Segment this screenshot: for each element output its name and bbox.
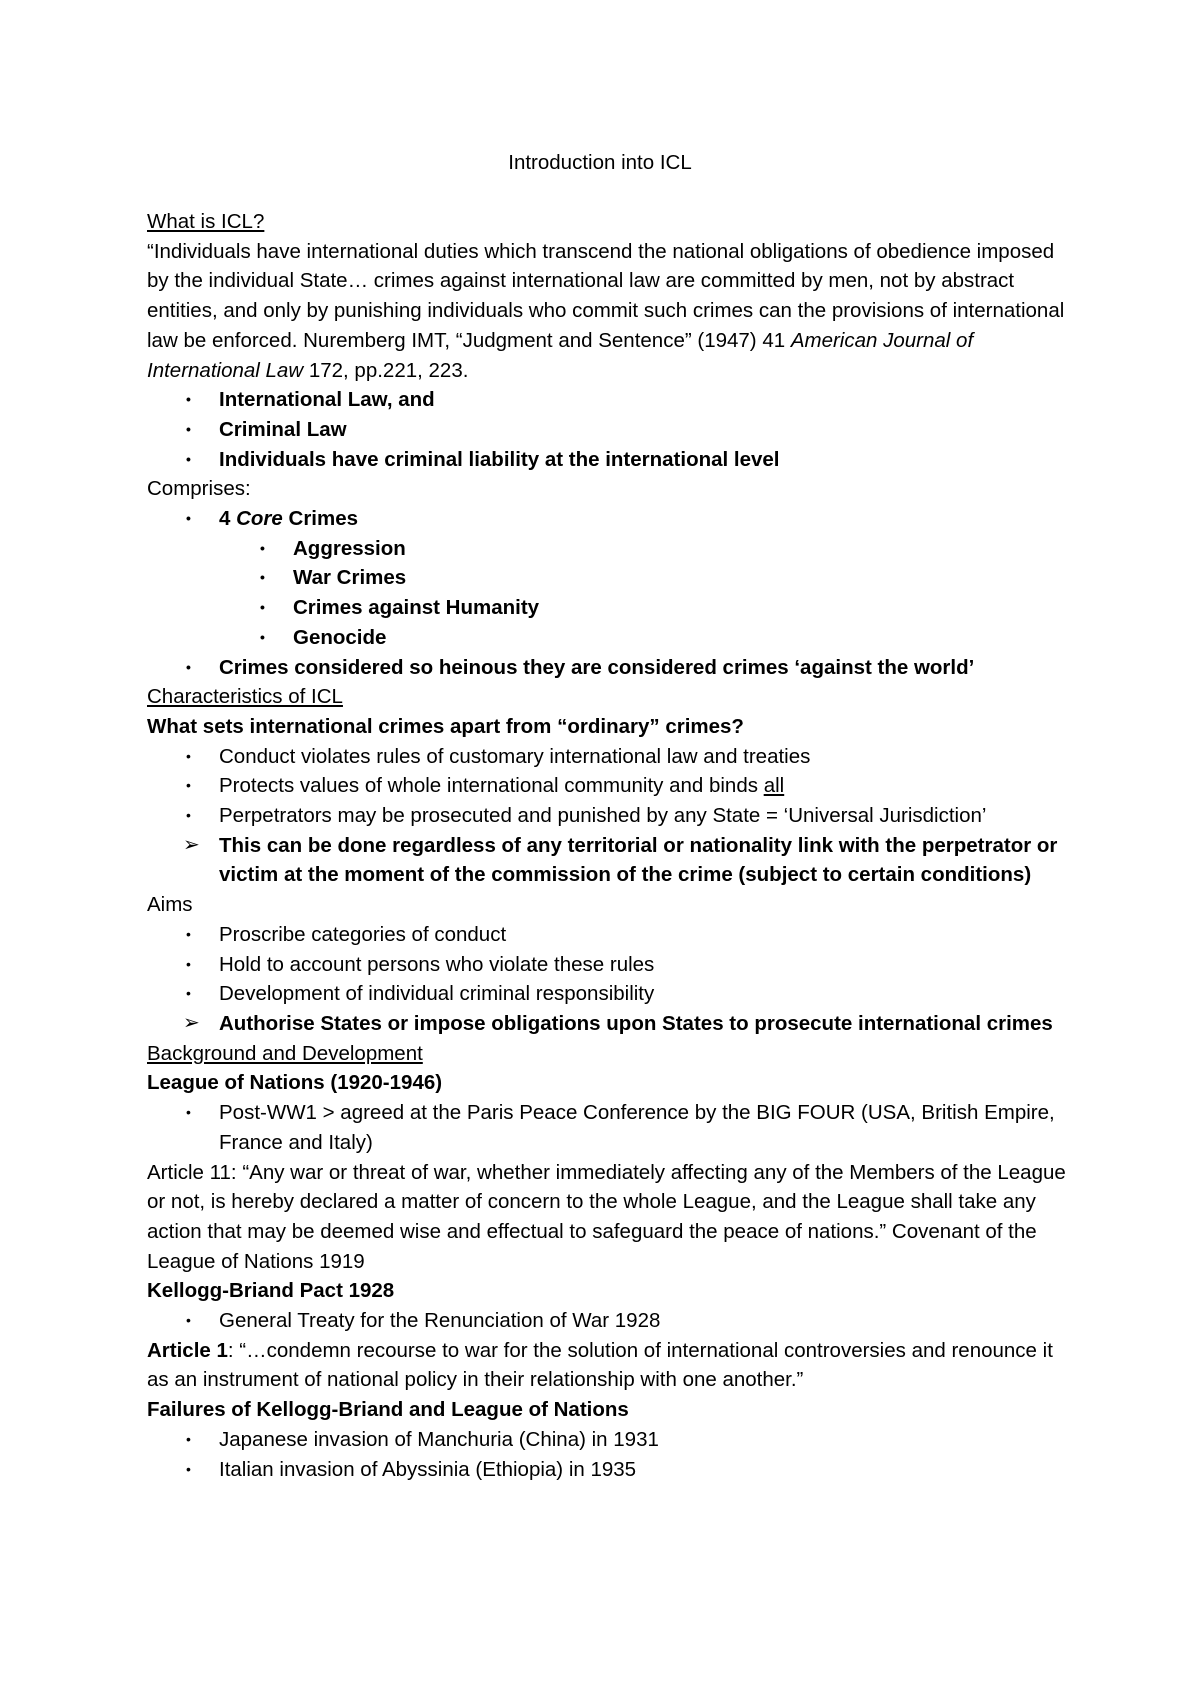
list-item-text: Hold to account persons who violate these rules	[219, 952, 655, 976]
list-item	[147, 979, 1067, 1009]
bullet-icon: •	[260, 539, 265, 556]
comprises-label: Comprises:	[147, 477, 251, 501]
kellogg-heading: Kellogg-Briand Pact 1928	[147, 1279, 395, 1303]
list-item	[147, 742, 1067, 772]
core-prefix: 4	[219, 507, 237, 531]
list-item	[147, 920, 1067, 950]
bullet-icon: •	[186, 985, 191, 1002]
core-suffix: Crimes	[282, 507, 359, 531]
bullet-icon: •	[186, 925, 191, 942]
list-item	[147, 445, 1067, 475]
bullet-icon: •	[186, 1460, 191, 1477]
list-item	[147, 1455, 1067, 1485]
article-11-quote: Article 11: “Any war or threat of war, whether immediately affecting any of the Members of the League or not, is hereby declared a matter of concern to the whole League, and the League shall take any action that may be deemed wise and effectual to safeguard the peace of nations.” Covenant of the League of Nations 1919	[147, 1160, 1066, 1273]
nuremberg-quote	[147, 237, 1067, 386]
quote-text: “Individuals have international duties which transcend the national obligations of obedience imposed by the individual State… crimes against international law are committed by men, not by abstract entities, and only by punishing individuals who commit such crimes can the provisions of international law be enforced. Nuremberg IMT, “Judgment and Sentence” (1947) 41	[147, 239, 1065, 352]
bullet-icon: •	[186, 420, 191, 437]
failures-heading: Failures of Kellogg-Briand and League of Nations	[147, 1398, 629, 1422]
list-item	[147, 593, 1067, 623]
list-item-text: Individuals have criminal liability at the international level	[219, 447, 780, 471]
arrow-bullet-icon: ➢	[183, 833, 200, 856]
document-title: Introduction into ICL	[508, 151, 692, 174]
list-item-text: Post-WW1 > agreed at the Paris Peace Conference by the BIG FOUR (USA, British Empire, France and Italy)	[219, 1101, 1055, 1154]
quote-citation-end: 172, pp.221, 223.	[303, 358, 469, 382]
article-1-text: : “…condemn recourse to war for the solution of international controversies and renounce it as an instrument of national policy in their relationship with one another.”	[147, 1338, 1053, 1392]
list-item-text: Criminal Law	[219, 417, 347, 441]
bullet-icon: •	[186, 1312, 191, 1329]
list-item-text: General Treaty for the Renunciation of War 1928	[219, 1309, 661, 1333]
bullet-icon: •	[186, 807, 191, 824]
characteristics-question: What sets international crimes apart from “ordinary” crimes?	[147, 714, 744, 738]
core-italic: Core	[236, 507, 283, 531]
article-1-label: Article 1	[147, 1338, 228, 1362]
list-item-text: Genocide	[293, 625, 387, 649]
list-item-text: Perpetrators may be prosecuted and punished by any State = ‘Universal Jurisdiction’	[219, 804, 987, 828]
underlined-all: all	[763, 774, 785, 798]
list-item-text: Protects values of whole international community and binds	[219, 774, 764, 798]
list-item-text: International Law, and	[219, 388, 435, 412]
bullet-icon: •	[186, 450, 191, 467]
bullet-icon: •	[260, 628, 265, 645]
list-item	[147, 950, 1067, 980]
league-heading: League of Nations (1920-1946)	[147, 1071, 443, 1095]
aims-label: Aims	[147, 893, 193, 917]
list-item	[147, 1425, 1067, 1455]
bullet-icon: •	[186, 955, 191, 972]
bullet-icon: •	[186, 1104, 191, 1121]
list-item	[147, 534, 1067, 564]
list-item	[147, 801, 1067, 831]
list-item-text: Italian invasion of Abyssinia (Ethiopia) in 1935	[219, 1457, 637, 1481]
section-heading-characteristics: Characteristics of ICL	[147, 685, 343, 709]
list-item	[147, 563, 1067, 593]
list-item-text: Crimes considered so heinous they are considered crimes ‘against the world’	[219, 655, 975, 679]
arrow-list-item	[147, 1009, 1067, 1039]
bullet-icon: •	[186, 510, 191, 527]
bullet-icon: •	[186, 747, 191, 764]
list-item	[147, 771, 1067, 801]
list-item-text: Crimes against Humanity	[293, 596, 540, 620]
list-item-text: Proscribe categories of conduct	[219, 922, 507, 946]
bullet-icon: •	[186, 391, 191, 408]
article-1-quote	[147, 1336, 1067, 1395]
list-item	[147, 1098, 1067, 1157]
list-item-text: Development of individual criminal responsibility	[219, 982, 655, 1006]
bullet-icon: •	[260, 569, 265, 586]
list-item-core-crimes	[147, 504, 1067, 534]
list-item-text: Japanese invasion of Manchuria (China) in 1931	[219, 1427, 659, 1451]
list-item	[147, 1306, 1067, 1336]
bullet-icon: •	[186, 777, 191, 794]
list-item	[147, 385, 1067, 415]
list-item-text: War Crimes	[293, 566, 407, 590]
list-item-text: Conduct violates rules of customary international law and treaties	[219, 744, 811, 768]
bullet-icon: •	[186, 1430, 191, 1447]
list-item	[147, 653, 1067, 683]
bullet-icon: •	[260, 599, 265, 616]
list-item-text: Authorise States or impose obligations upon States to prosecute international crimes	[219, 1011, 1053, 1035]
arrow-bullet-icon: ➢	[183, 1011, 200, 1034]
list-item-text: Aggression	[293, 536, 406, 560]
list-item	[147, 415, 1067, 445]
list-item-text: This can be done regardless of any territorial or nationality link with the perpetrator or victim at the moment of the commission of the crime (subject to certain conditions)	[219, 833, 1058, 887]
section-heading-background: Background and Development	[147, 1041, 423, 1065]
bullet-icon: •	[186, 658, 191, 675]
arrow-list-item	[147, 831, 1067, 890]
section-heading-what-is-icl: What is ICL?	[147, 210, 265, 233]
journal-title: American Journal of International Law	[147, 328, 974, 382]
list-item	[147, 623, 1067, 653]
document-body	[147, 207, 1067, 1484]
